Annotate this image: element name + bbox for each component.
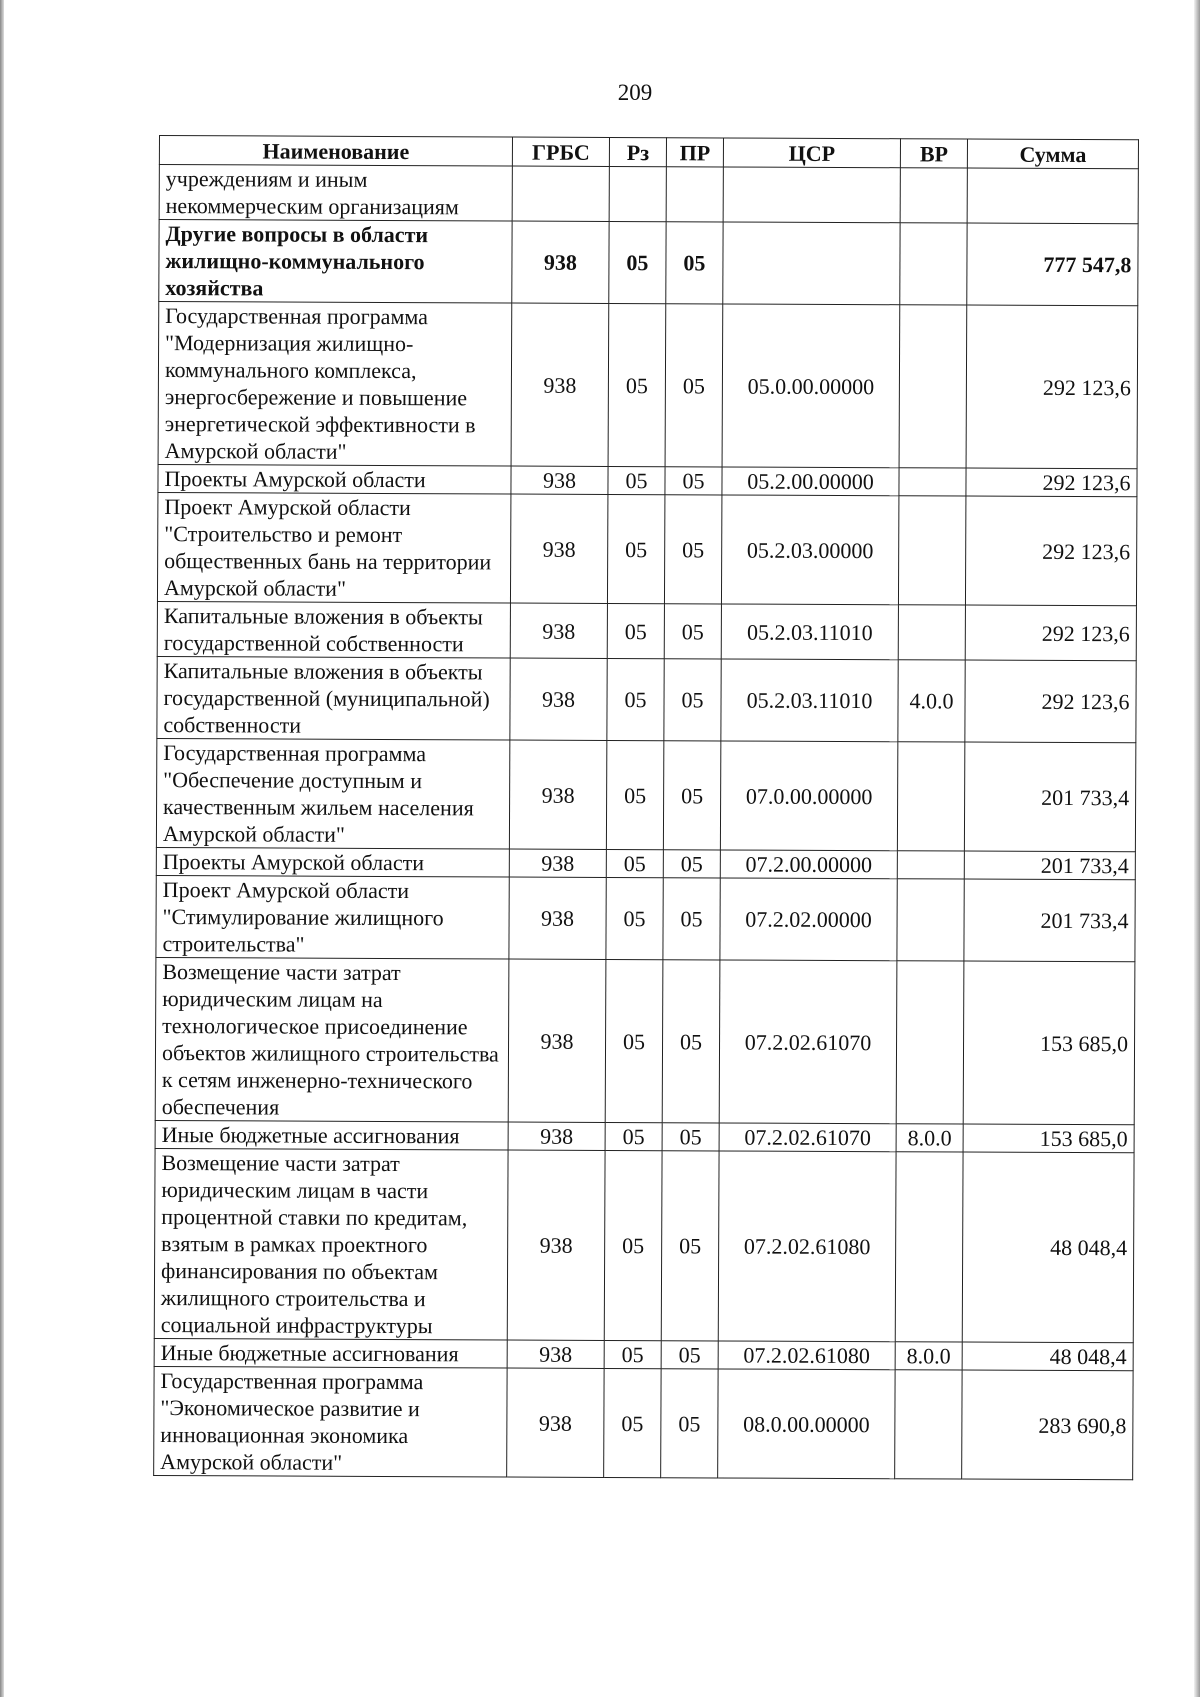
cell-rz: 05 [605, 959, 663, 1122]
cell-pr: 05 [664, 604, 721, 659]
header-vr: ВР [900, 139, 967, 168]
cell-sum: 201 733,4 [964, 851, 1135, 880]
cell-pr: 05 [662, 1123, 719, 1151]
header-sum: Сумма [967, 139, 1138, 169]
cell-csr: 07.2.02.61070 [719, 960, 897, 1124]
cell-sum: 153 685,0 [963, 1124, 1134, 1153]
cell-rz: 05 [604, 1340, 661, 1368]
scan-left-edge [0, 0, 4, 1697]
cell-rz: 05 [604, 1368, 661, 1477]
cell-grbs: 938 [509, 740, 606, 849]
cell-grbs: 938 [509, 877, 606, 959]
cell-csr: 07.2.00.00000 [720, 850, 897, 879]
scan-right-edge [1194, 0, 1200, 1697]
cell-vr [897, 879, 964, 961]
table-row [156, 847, 1135, 879]
cell-name: Государственная программа "Обеспечение доступным и качественным жильем населения Амурской области" [156, 738, 509, 849]
cell-pr: 05 [666, 222, 723, 304]
header-grbs: ГРБС [512, 137, 609, 166]
cell-rz: 05 [609, 221, 666, 303]
cell-csr: 07.2.02.61080 [718, 1341, 895, 1370]
cell-name: Государственная программа "Экономическое развитие и инновационная экономика Амурской области" [154, 1366, 507, 1477]
cell-pr: 05 [661, 1341, 718, 1369]
table-row [159, 165, 1138, 224]
table-row [154, 1338, 1133, 1370]
cell-pr: 05 [664, 659, 721, 741]
cell-vr [896, 961, 964, 1124]
cell-csr: 07.0.00.00000 [720, 741, 897, 851]
cell-vr [895, 1370, 962, 1479]
cell-pr: 05 [661, 1151, 719, 1341]
cell-pr [666, 167, 723, 222]
cell-name: Иные бюджетные ассигнования [155, 1120, 508, 1150]
cell-csr: 05.2.03.11010 [721, 604, 898, 660]
cell-grbs: 938 [511, 466, 608, 494]
cell-name: Возмещение части затрат юридическим лицам на технологическое присоединение объектов жилищного строительства к сетям инженерно-технического обеспечения [155, 957, 509, 1122]
cell-name: учреждениям и иным некоммерческим организациям [159, 165, 512, 222]
table-row [154, 1366, 1133, 1479]
cell-grbs: 938 [512, 221, 609, 303]
cell-name: Капитальные вложения в объекты государственной (муниципальной) собственности [157, 656, 510, 740]
cell-sum: 201 733,4 [964, 879, 1135, 962]
cell-name: Капитальные вложения в объекты государственной собственности [157, 601, 510, 658]
cell-name: Проекты Амурской области [158, 464, 511, 494]
cell-vr [900, 168, 967, 223]
header-pr: ПР [666, 138, 723, 167]
cell-name: Проекты Амурской области [156, 847, 509, 877]
table-row [159, 220, 1138, 306]
cell-grbs: 938 [510, 658, 607, 740]
cell-csr: 05.0.00.00000 [722, 304, 900, 468]
header-csr: ЦСР [723, 138, 900, 168]
header-name: Наименование [159, 136, 512, 167]
page-number: 209 [617, 80, 653, 105]
cell-vr [898, 496, 965, 605]
cell-csr [723, 222, 900, 305]
cell-vr [897, 851, 964, 879]
cell-sum: 283 690,8 [962, 1370, 1133, 1480]
cell-sum [967, 168, 1138, 224]
cell-csr: 05.2.03.00000 [721, 495, 898, 605]
cell-name: Проект Амурской области "Стимулирование жилищного строительства" [156, 875, 509, 959]
cell-rz: 05 [606, 849, 663, 877]
cell-pr: 05 [665, 467, 722, 495]
cell-sum: 48 048,4 [962, 1152, 1134, 1343]
cell-csr [723, 167, 900, 223]
cell-sum: 201 733,4 [964, 742, 1135, 852]
cell-csr: 08.0.00.00000 [718, 1369, 895, 1479]
cell-pr: 05 [665, 304, 723, 467]
cell-csr: 05.2.03.11010 [721, 659, 898, 742]
cell-sum: 48 048,4 [962, 1342, 1133, 1371]
table-row [158, 464, 1137, 496]
cell-vr [897, 742, 964, 851]
cell-grbs: 938 [509, 849, 606, 877]
cell-name: Иные бюджетные ассигнования [154, 1338, 507, 1368]
table-row [157, 601, 1136, 660]
cell-grbs: 938 [511, 303, 609, 466]
cell-grbs: 938 [508, 959, 606, 1122]
cell-csr: 07.2.02.61070 [719, 1123, 896, 1152]
cell-rz: 05 [606, 877, 663, 959]
cell-csr: 05.2.00.00000 [722, 467, 899, 496]
cell-rz: 05 [608, 303, 666, 466]
cell-sum: 292 123,6 [965, 660, 1136, 743]
cell-vr [898, 605, 965, 660]
cell-rz: 05 [606, 740, 663, 849]
table-row [155, 1120, 1134, 1152]
cell-vr: 8.0.0 [895, 1342, 962, 1370]
table-body [154, 165, 1139, 1480]
cell-sum: 153 685,0 [963, 961, 1135, 1125]
cell-csr: 07.2.02.00000 [720, 878, 897, 961]
cell-sum: 777 547,8 [967, 223, 1138, 306]
table-row [155, 957, 1135, 1124]
cell-pr: 05 [663, 850, 720, 878]
header-rz: Рз [609, 137, 666, 166]
table-row [157, 492, 1136, 605]
table-header-row [159, 136, 1138, 169]
cell-grbs [512, 166, 609, 221]
cell-pr: 05 [661, 1369, 718, 1478]
cell-grbs: 938 [510, 494, 607, 603]
budget-table [153, 135, 1139, 1480]
cell-grbs: 938 [510, 603, 607, 658]
cell-rz: 05 [607, 494, 664, 603]
table-row [156, 738, 1135, 851]
cell-vr [895, 1152, 963, 1342]
cell-grbs: 938 [508, 1122, 605, 1150]
cell-grbs: 938 [507, 1150, 605, 1340]
cell-rz: 05 [607, 658, 664, 740]
cell-rz: 05 [608, 466, 665, 494]
cell-rz: 05 [607, 603, 664, 658]
cell-csr: 07.2.02.61080 [718, 1151, 896, 1342]
cell-vr [899, 468, 966, 496]
table-row [156, 875, 1135, 961]
cell-sum: 292 123,6 [965, 605, 1136, 661]
cell-grbs: 938 [507, 1368, 604, 1477]
cell-name: Государственная программа "Модернизация жилищно-коммунального комплекса, энергосбережение и повышение энергетической эффективности в Амурской области" [158, 302, 512, 467]
cell-name: Возмещение части затрат юридическим лицам в части процентной ставки по кредитам, взятым в рамках проектного финансирования по объектам жилищного строительства и социальной инфраструктуры [154, 1148, 508, 1340]
cell-pr: 05 [663, 741, 720, 850]
cell-rz: 05 [604, 1150, 662, 1340]
cell-vr: 4.0.0 [898, 660, 965, 742]
table-row [154, 1148, 1134, 1342]
cell-vr [900, 223, 967, 305]
cell-vr: 8.0.0 [896, 1124, 963, 1152]
cell-rz [609, 166, 666, 221]
cell-rz: 05 [605, 1122, 662, 1150]
table-row [157, 656, 1136, 742]
cell-sum: 292 123,6 [965, 496, 1136, 606]
cell-pr: 05 [662, 960, 720, 1123]
cell-name: Проект Амурской области "Строительство и ремонт общественных бань на территории Амурской области" [157, 492, 510, 603]
cell-sum: 292 123,6 [966, 305, 1138, 469]
table-row [158, 302, 1138, 469]
cell-vr [899, 305, 967, 468]
cell-name: Другие вопросы в области жилищно-коммунального хозяйства [159, 220, 512, 304]
cell-grbs: 938 [507, 1340, 604, 1368]
cell-pr: 05 [663, 878, 720, 960]
cell-pr: 05 [664, 495, 721, 604]
cell-sum: 292 123,6 [966, 468, 1137, 497]
